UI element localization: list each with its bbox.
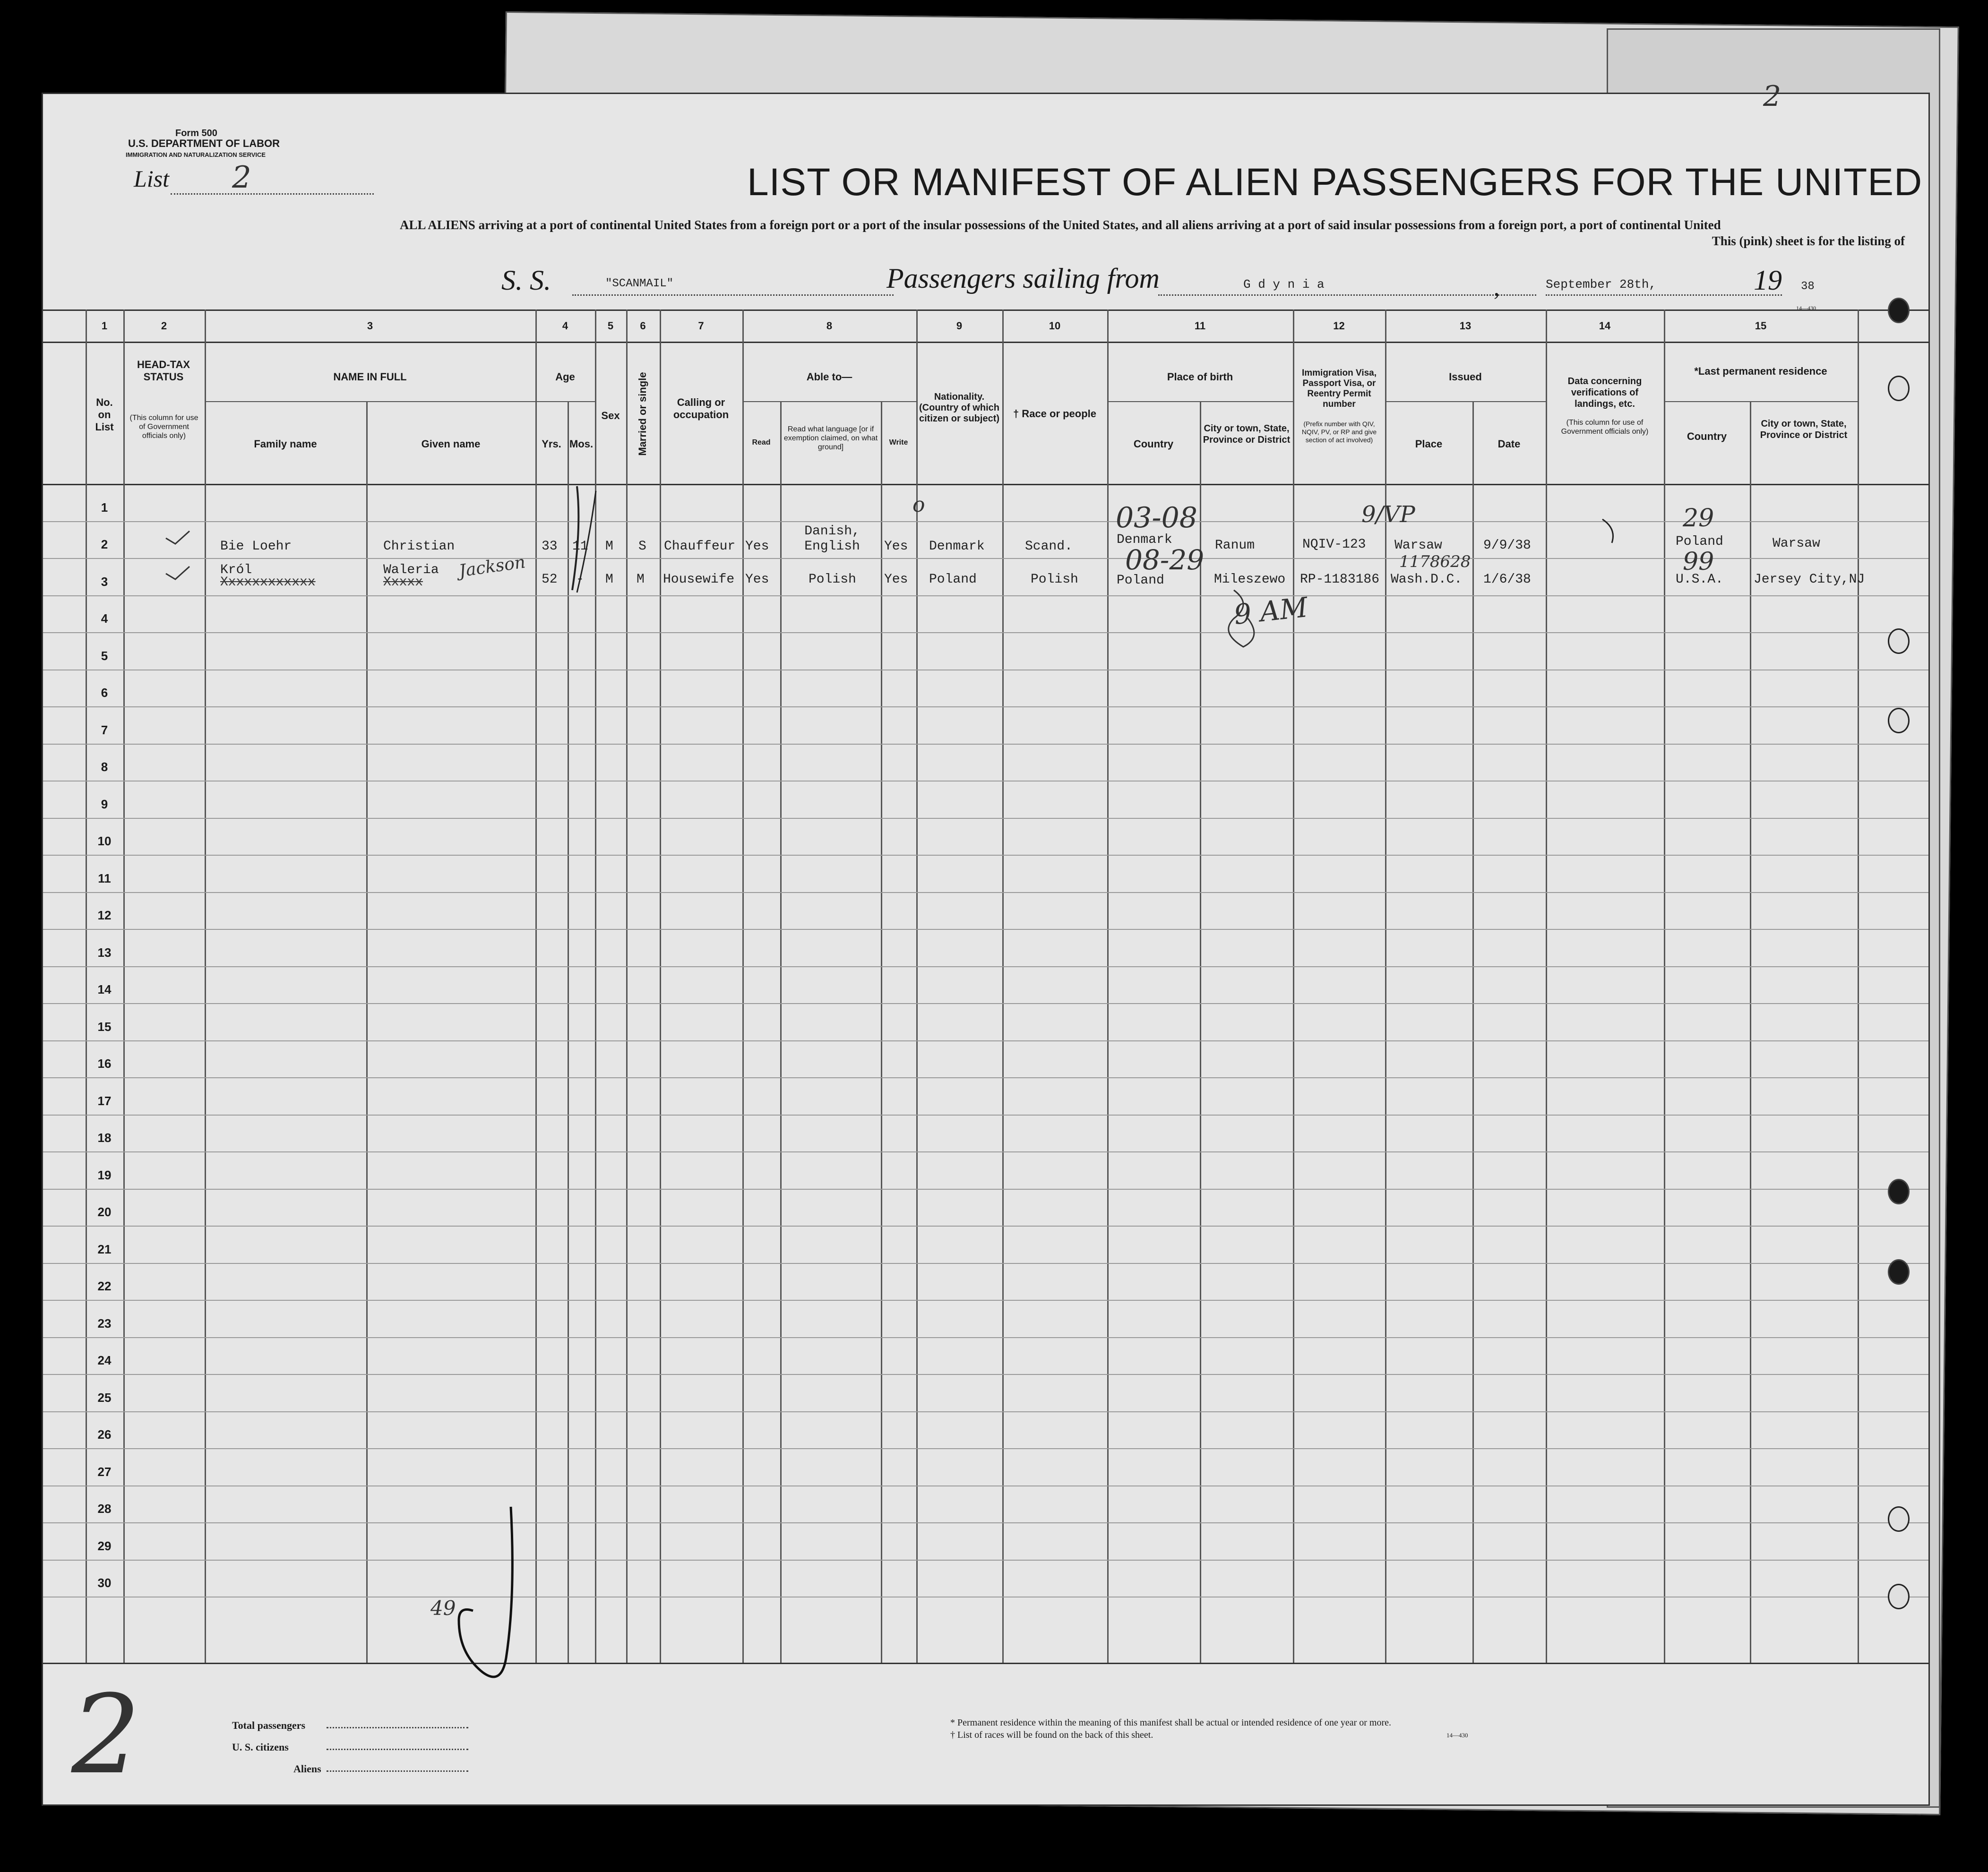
row-number: 24 [97, 1353, 112, 1367]
row-divider [43, 1522, 1928, 1523]
row-number: 18 [97, 1131, 112, 1145]
subheader-line-birth [1107, 401, 1293, 402]
list-underline [171, 193, 374, 195]
header-read: Read [752, 438, 771, 447]
row-number: 11 [98, 871, 111, 885]
hand-note-1178628: 1178628 [1399, 552, 1471, 571]
column-number: 4 [562, 320, 568, 332]
column-number: 15 [1755, 320, 1767, 332]
binder-hole [1888, 1179, 1910, 1204]
row-number: 1 [101, 500, 108, 515]
column-number: 3 [367, 320, 373, 332]
subheader-line-age [535, 401, 595, 402]
p1-visa: NQIV-123 [1302, 537, 1366, 552]
p2-visa: RP-1183186 [1300, 572, 1380, 587]
port-name: G d y n i a [1243, 277, 1325, 292]
header-no-on-list: No. on List [95, 396, 114, 433]
pen-stroke-icon [1598, 515, 1626, 548]
header-read-language: Read what language [or if exemption claimed, on what ground] [783, 425, 878, 451]
row-divider [43, 1151, 1928, 1152]
col-line [881, 401, 882, 1663]
hand-note-given: Jackson [457, 552, 527, 581]
row-number: 20 [97, 1205, 112, 1219]
p1-family: Bie Loehr [220, 539, 292, 554]
row-divider [43, 892, 1928, 893]
hand-note-49: 49 [430, 1597, 456, 1620]
signature-loop-icon [430, 1502, 544, 1691]
row-divider [43, 1115, 1928, 1116]
header-birth-city: City or town, State, Province or District [1203, 423, 1291, 445]
sailing-label: Passengers sailing from [886, 263, 1160, 294]
list-label: List [134, 165, 170, 192]
subheader-line-name [205, 401, 535, 402]
col-line [1107, 309, 1109, 1663]
col-line [1858, 309, 1859, 1663]
table-top-border [43, 309, 1928, 311]
header-bottom-border [43, 484, 1928, 485]
binder-hole [1888, 708, 1910, 733]
header-head-tax: HEAD-TAX STATUS [137, 359, 190, 383]
hand-note-29: 29 [1683, 504, 1714, 532]
row-divider [43, 1374, 1928, 1375]
column-number: 10 [1049, 320, 1061, 332]
col-line [780, 401, 782, 1663]
list-value: 2 [232, 160, 251, 195]
column-number: 6 [640, 320, 646, 332]
row-number: 10 [97, 834, 112, 848]
p1-write: Yes [884, 539, 908, 554]
header-verifications-note: (This column for use of Government officials only) [1561, 419, 1649, 436]
col-line [1002, 309, 1004, 1663]
row-divider [43, 855, 1928, 856]
row-number: 4 [101, 611, 108, 626]
header-sex: Sex [601, 410, 620, 421]
footnote-races: † List of races will be found on the back of this sheet. [950, 1730, 1153, 1740]
p1-issued-date: 9/9/38 [1483, 538, 1531, 553]
row-divider [43, 1226, 1928, 1227]
row-divider [43, 1077, 1928, 1078]
footer-us-citizens: U. S. citizens [232, 1741, 289, 1753]
column-number: 8 [826, 320, 833, 332]
port-underline [1158, 294, 1536, 296]
col-line [1750, 401, 1751, 1663]
header-mos: Mos. [569, 438, 594, 450]
p2-res-city: Jersey City,NJ [1754, 572, 1865, 587]
p2-given: Waleria [383, 563, 439, 577]
p2-given-struck: Xxxxx [383, 575, 423, 590]
footer-aliens: Aliens [293, 1763, 321, 1775]
row-number: 17 [97, 1093, 112, 1108]
p1-birth-city: Ranum [1215, 538, 1255, 553]
header-nationality: Nationality. (Country of which citizen or subject) [919, 392, 1000, 424]
column-number: 12 [1333, 320, 1345, 332]
binder-hole [1888, 298, 1910, 323]
p2-nationality: Poland [929, 572, 977, 587]
p2-family: Król [220, 563, 252, 577]
p2-occupation: Housewife [663, 572, 735, 587]
hand-note-0308: 03-08 [1116, 501, 1197, 534]
row-number: 19 [97, 1168, 112, 1182]
col-line [1293, 309, 1294, 1663]
header-occupation: Calling or occupation [673, 396, 729, 421]
subheader-line-issued [1385, 401, 1546, 402]
binder-hole [1888, 1584, 1910, 1609]
footnote-residence: * Permanent residence within the meaning of this manifest shall be actual or intended residence of one year or more. [950, 1717, 1392, 1728]
subheader-line-res [1664, 401, 1858, 402]
p1-nationality: Denmark [929, 539, 985, 554]
col-line [205, 309, 206, 1663]
column-number: 13 [1459, 320, 1472, 332]
p1-res-country: Poland [1676, 534, 1723, 549]
subheader-line-able [742, 401, 916, 402]
p1-birth-country: Denmark [1117, 532, 1172, 547]
big-handwritten-two: 2 [71, 1672, 141, 1798]
header-res-city: City or town, State, Province or District [1760, 419, 1848, 440]
check-mark-icon [164, 529, 192, 548]
row-number: 13 [97, 945, 112, 960]
row-divider [43, 1003, 1928, 1004]
p2-birth-country: Poland [1117, 573, 1164, 588]
header-yrs: Yrs. [542, 438, 561, 450]
row-number: 21 [97, 1242, 112, 1256]
p2-language: Polish [809, 572, 856, 587]
p2-issued-place: Wash.D.C. [1391, 572, 1463, 587]
header-last-residence: *Last permanent residence [1694, 365, 1827, 377]
p1-sex: M [605, 539, 613, 554]
row-number: 29 [97, 1538, 112, 1553]
col-line [123, 309, 125, 1663]
header-age: Age [555, 371, 575, 383]
p2-mos: - [576, 572, 584, 587]
header-name-in-full: NAME IN FULL [333, 371, 407, 383]
col-line [1546, 309, 1547, 1663]
row-number: 16 [97, 1056, 112, 1071]
subtitle-line-1: ALL ALIENS arriving at a port of continental United States from a foreign port or a port of the insular possessions of the United States, and all aliens arriving at a port of said insular possessions from a foreign port, a port of continental United [400, 218, 1721, 232]
header-visa: Immigration Visa, Passport Visa, or Reentry Permit number [1301, 368, 1377, 409]
row-number: 23 [97, 1316, 112, 1331]
header-verifications: Data concerning verifications of landings, etc. [1567, 376, 1642, 409]
p1-married: S [638, 539, 646, 554]
binder-hole [1888, 1506, 1910, 1532]
header-race: † Race or people [1013, 408, 1097, 420]
column-number: 1 [101, 320, 108, 332]
footer-dots [327, 1727, 468, 1728]
p1-issued-place: Warsaw [1394, 538, 1442, 553]
ship-name: "SCANMAIL" [605, 277, 674, 290]
header-able-to: Able to— [806, 371, 852, 383]
header-head-tax-note: (This column for use of Government officials only) [129, 414, 198, 440]
row-divider [43, 1411, 1928, 1412]
binder-hole [1888, 376, 1910, 401]
col-line [1664, 309, 1665, 1663]
row-divider [43, 1189, 1928, 1190]
p1-given: Christian [383, 539, 455, 554]
p1-res-city: Warsaw [1773, 536, 1820, 551]
footer-total-passengers: Total passengers [232, 1719, 306, 1731]
comma-1: , [1494, 274, 1500, 301]
p2-sex: M [605, 572, 613, 587]
header-place-of-birth: Place of birth [1167, 371, 1233, 383]
col-line [742, 309, 744, 1663]
year-prefix: 19 [1754, 265, 1782, 296]
p2-write: Yes [884, 572, 908, 587]
p1-occupation: Chauffeur [664, 539, 736, 554]
row-divider [43, 595, 1928, 596]
hand-note-circle: o [912, 493, 925, 517]
p2-yrs: 52 [542, 572, 558, 587]
form-number: Form 500 [175, 128, 217, 138]
row-divider [43, 1300, 1928, 1301]
row-number: 22 [97, 1279, 112, 1293]
p1-mos: 11 [572, 539, 588, 554]
footnote-code: 14—430 [1446, 1732, 1468, 1739]
row-divider [43, 632, 1928, 633]
p2-birth-city: Mileszewo [1214, 572, 1286, 587]
sailing-date: September 28th, [1546, 277, 1657, 292]
row-divider [43, 966, 1928, 967]
col-line [1472, 401, 1474, 1663]
row-number: 30 [97, 1576, 112, 1590]
binder-hole [1888, 628, 1910, 654]
row-divider [43, 1263, 1928, 1264]
column-number: 7 [698, 320, 704, 332]
p2-family-struck: Xxxxxxxxxxxx [220, 575, 316, 590]
header-family-name: Family name [254, 438, 317, 450]
row-number: 2 [101, 537, 108, 551]
p2-married: M [637, 572, 645, 587]
p2-race: Polish [1031, 572, 1078, 587]
row-number: 8 [101, 760, 108, 774]
header-issued-place: Place [1415, 438, 1443, 450]
year-suffix: 38 [1801, 280, 1815, 293]
row-divider [43, 558, 1928, 559]
table-bottom-border [43, 1663, 1928, 1664]
p2-issued-date: 1/6/38 [1483, 572, 1531, 587]
date-underline [1546, 294, 1782, 296]
corner-list-value: 2 [1763, 80, 1781, 113]
hand-note-scrawl: 9 AM [1232, 591, 1309, 631]
header-res-country: Country [1687, 430, 1727, 442]
manifest-title: LIST OR MANIFEST OF ALIEN PASSENGERS FOR THE UNITED [747, 161, 1923, 204]
hand-note-0829: 08-29 [1125, 544, 1205, 576]
row-divider [43, 1448, 1928, 1449]
col-line [660, 309, 661, 1663]
row-divider [43, 744, 1928, 745]
row-divider [43, 1337, 1928, 1338]
row-number: 27 [97, 1464, 112, 1479]
footer-dots [327, 1749, 468, 1750]
row-number: 6 [101, 686, 108, 700]
p1-language: Danish, English [804, 524, 860, 554]
pen-stroke-icon [568, 481, 605, 595]
column-number: 9 [956, 320, 963, 332]
p1-read: Yes [745, 539, 769, 554]
p2-read: Yes [745, 572, 769, 587]
row-divider [43, 818, 1928, 819]
manifest-sheet [42, 80, 1930, 1806]
col-line [86, 309, 87, 1663]
p2-res-country: U.S.A. [1676, 572, 1723, 587]
small-code: 14—430 [1796, 305, 1816, 311]
header-write: Write [889, 438, 908, 447]
row-number: 26 [97, 1427, 112, 1442]
column-number: 5 [607, 320, 614, 332]
row-divider [43, 1040, 1928, 1041]
row-divider [43, 521, 1928, 522]
row-number: 15 [97, 1019, 112, 1034]
column-number: 11 [1194, 320, 1206, 332]
col-line [366, 401, 368, 1663]
column-number: 14 [1599, 320, 1611, 332]
hand-note-99: 99 [1683, 548, 1714, 576]
p1-yrs: 33 [542, 539, 558, 554]
service-label: IMMIGRATION AND NATURALIZATION SERVICE [126, 151, 266, 158]
row-number: 5 [101, 648, 108, 663]
row-number: 3 [101, 574, 108, 589]
check-mark-icon [164, 564, 192, 583]
row-divider [43, 1560, 1928, 1561]
row-divider [43, 706, 1928, 707]
hand-note-check: 9/VP [1361, 501, 1415, 528]
header-visa-note: (Prefix number with QIV, NQIV, PV, or RP and give section of act involved) [1301, 420, 1377, 444]
row-number: 12 [97, 908, 112, 922]
row-number: 28 [97, 1502, 112, 1516]
col-line [535, 309, 537, 1663]
column-number: 2 [161, 320, 167, 332]
header-given-name: Given name [421, 438, 481, 450]
department-label: U.S. DEPARTMENT OF LABOR [128, 137, 280, 149]
footer-dots [327, 1770, 468, 1772]
row-divider [43, 929, 1928, 930]
subtitle-line-2: This (pink) sheet is for the listing of [1712, 234, 1905, 248]
header-married-single: Married or single [637, 372, 648, 456]
binder-hole [1888, 1259, 1910, 1285]
ss-label: S. S. [501, 265, 551, 296]
row-number: 9 [101, 797, 108, 811]
row-number: 14 [97, 982, 112, 996]
header-birth-country: Country [1133, 438, 1174, 450]
row-number: 25 [97, 1390, 112, 1405]
row-number: 7 [101, 722, 108, 737]
p1-race: Scand. [1025, 539, 1073, 554]
header-issued-date: Date [1497, 438, 1521, 450]
ship-underline [572, 294, 894, 296]
colnum-row-border [43, 342, 1928, 343]
col-line [1200, 401, 1201, 1663]
header-issued: Issued [1449, 371, 1482, 383]
col-line [626, 309, 628, 1663]
scrawl-mark-icon [1220, 585, 1272, 652]
